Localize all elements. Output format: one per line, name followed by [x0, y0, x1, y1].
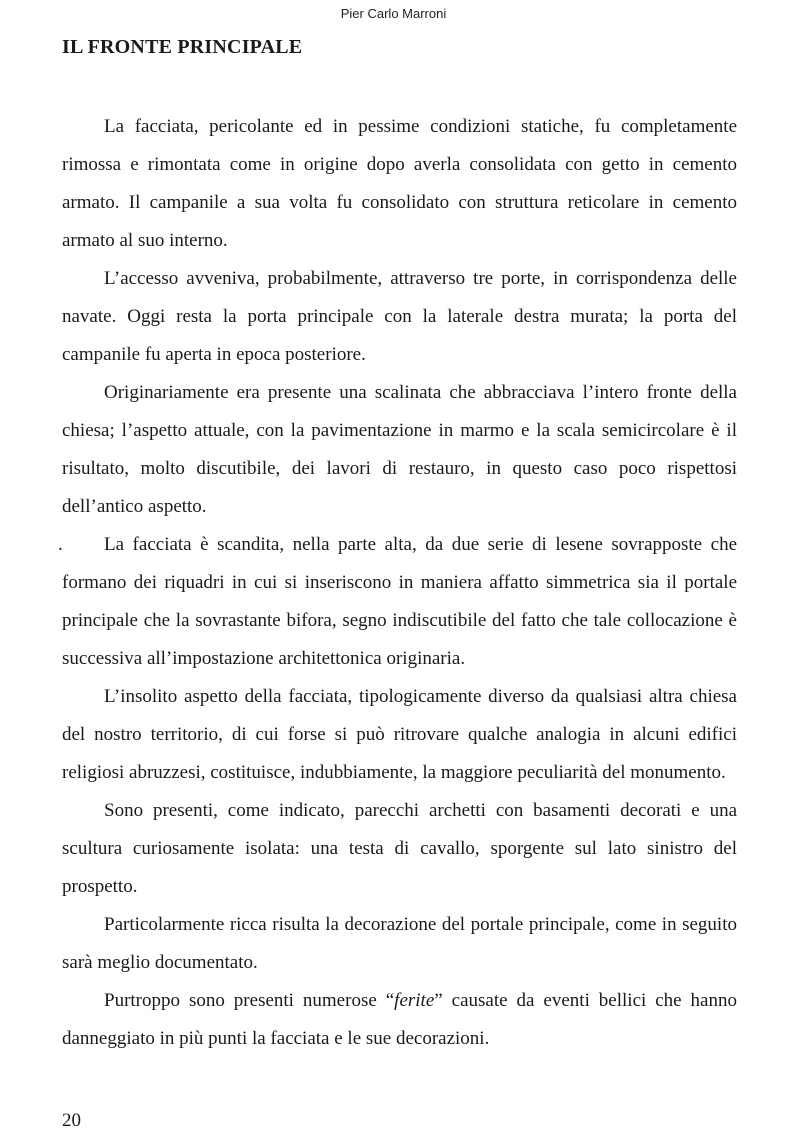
page-number: 20 [62, 1110, 81, 1131]
paragraph-1: La facciata, pericolante ed in pessime condizioni statiche, fu completamente rimossa e rimontata come in origine dopo averla consolidata con getto in cemento armato. Il campanile a sua volta fu consolidato con struttura reticolare in cemento armato al suo interno. [62, 116, 737, 251]
paragraph-8-emphasis: ferite [394, 990, 435, 1011]
paragraph-4 [58, 526, 737, 678]
paragraph-8-before: Purtroppo sono presenti numerose “ [104, 990, 395, 1011]
paragraph-8 [62, 982, 737, 1058]
paragraph-3: Originariamente era presente una scalinata che abbracciava l’intero fronte della chiesa; l’aspetto attuale, con la pavimentazione in marmo e la scala semicircolare è il risultato, molto discutibile, dei lavori di restauro, in questo caso poco rispettosi dell’antico aspetto. [62, 382, 737, 517]
body-text [58, 108, 737, 1058]
running-header-author: Pier Carlo Marroni [340, 6, 447, 21]
paragraph-8-after: ” causate da eventi bellici che hanno danneggiato in più punti la facciata e le sue decorazioni. [62, 990, 737, 1049]
section-title: IL FRONTE PRINCIPALE [62, 36, 303, 58]
paragraph-6: Sono presenti, come indicato, parecchi archetti con basamenti decorati e una scultura curiosamente isolata: una testa di cavallo, sporgente sul lato sinistro del prospetto. [62, 800, 737, 897]
paragraph-2: L’accesso avveniva, probabilmente, attraverso tre porte, in corrispondenza delle navate. Oggi resta la porta principale con la laterale destra murata; la porta del campanile fu aperta in epoca posteriore. [62, 268, 737, 365]
paragraph-4-text: La facciata è scandita, nella parte alta, da due serie di lesene sovrapposte che formano dei riquadri in cui si inseriscono in maniera affatto simmetrica sia il portale principale che la sovrastante bifora, segno indiscutibile del fatto che tale collocazione è successiva all’impostazione architettonica originaria. [62, 534, 737, 669]
paragraph-7: Particolarmente ricca risulta la decorazione del portale principale, come in seguito sarà meglio documentato. [62, 914, 737, 973]
stray-dot-marker: . [58, 534, 63, 555]
paragraph-5: L’insolito aspetto della facciata, tipologicamente diverso da qualsiasi altra chiesa del nostro territorio, di cui forse si può ritrovare qualche analogia in alcuni edifici religiosi abruzzesi, costituisce, indubbiamente, la maggiore peculiarità del monumento. [62, 686, 737, 783]
